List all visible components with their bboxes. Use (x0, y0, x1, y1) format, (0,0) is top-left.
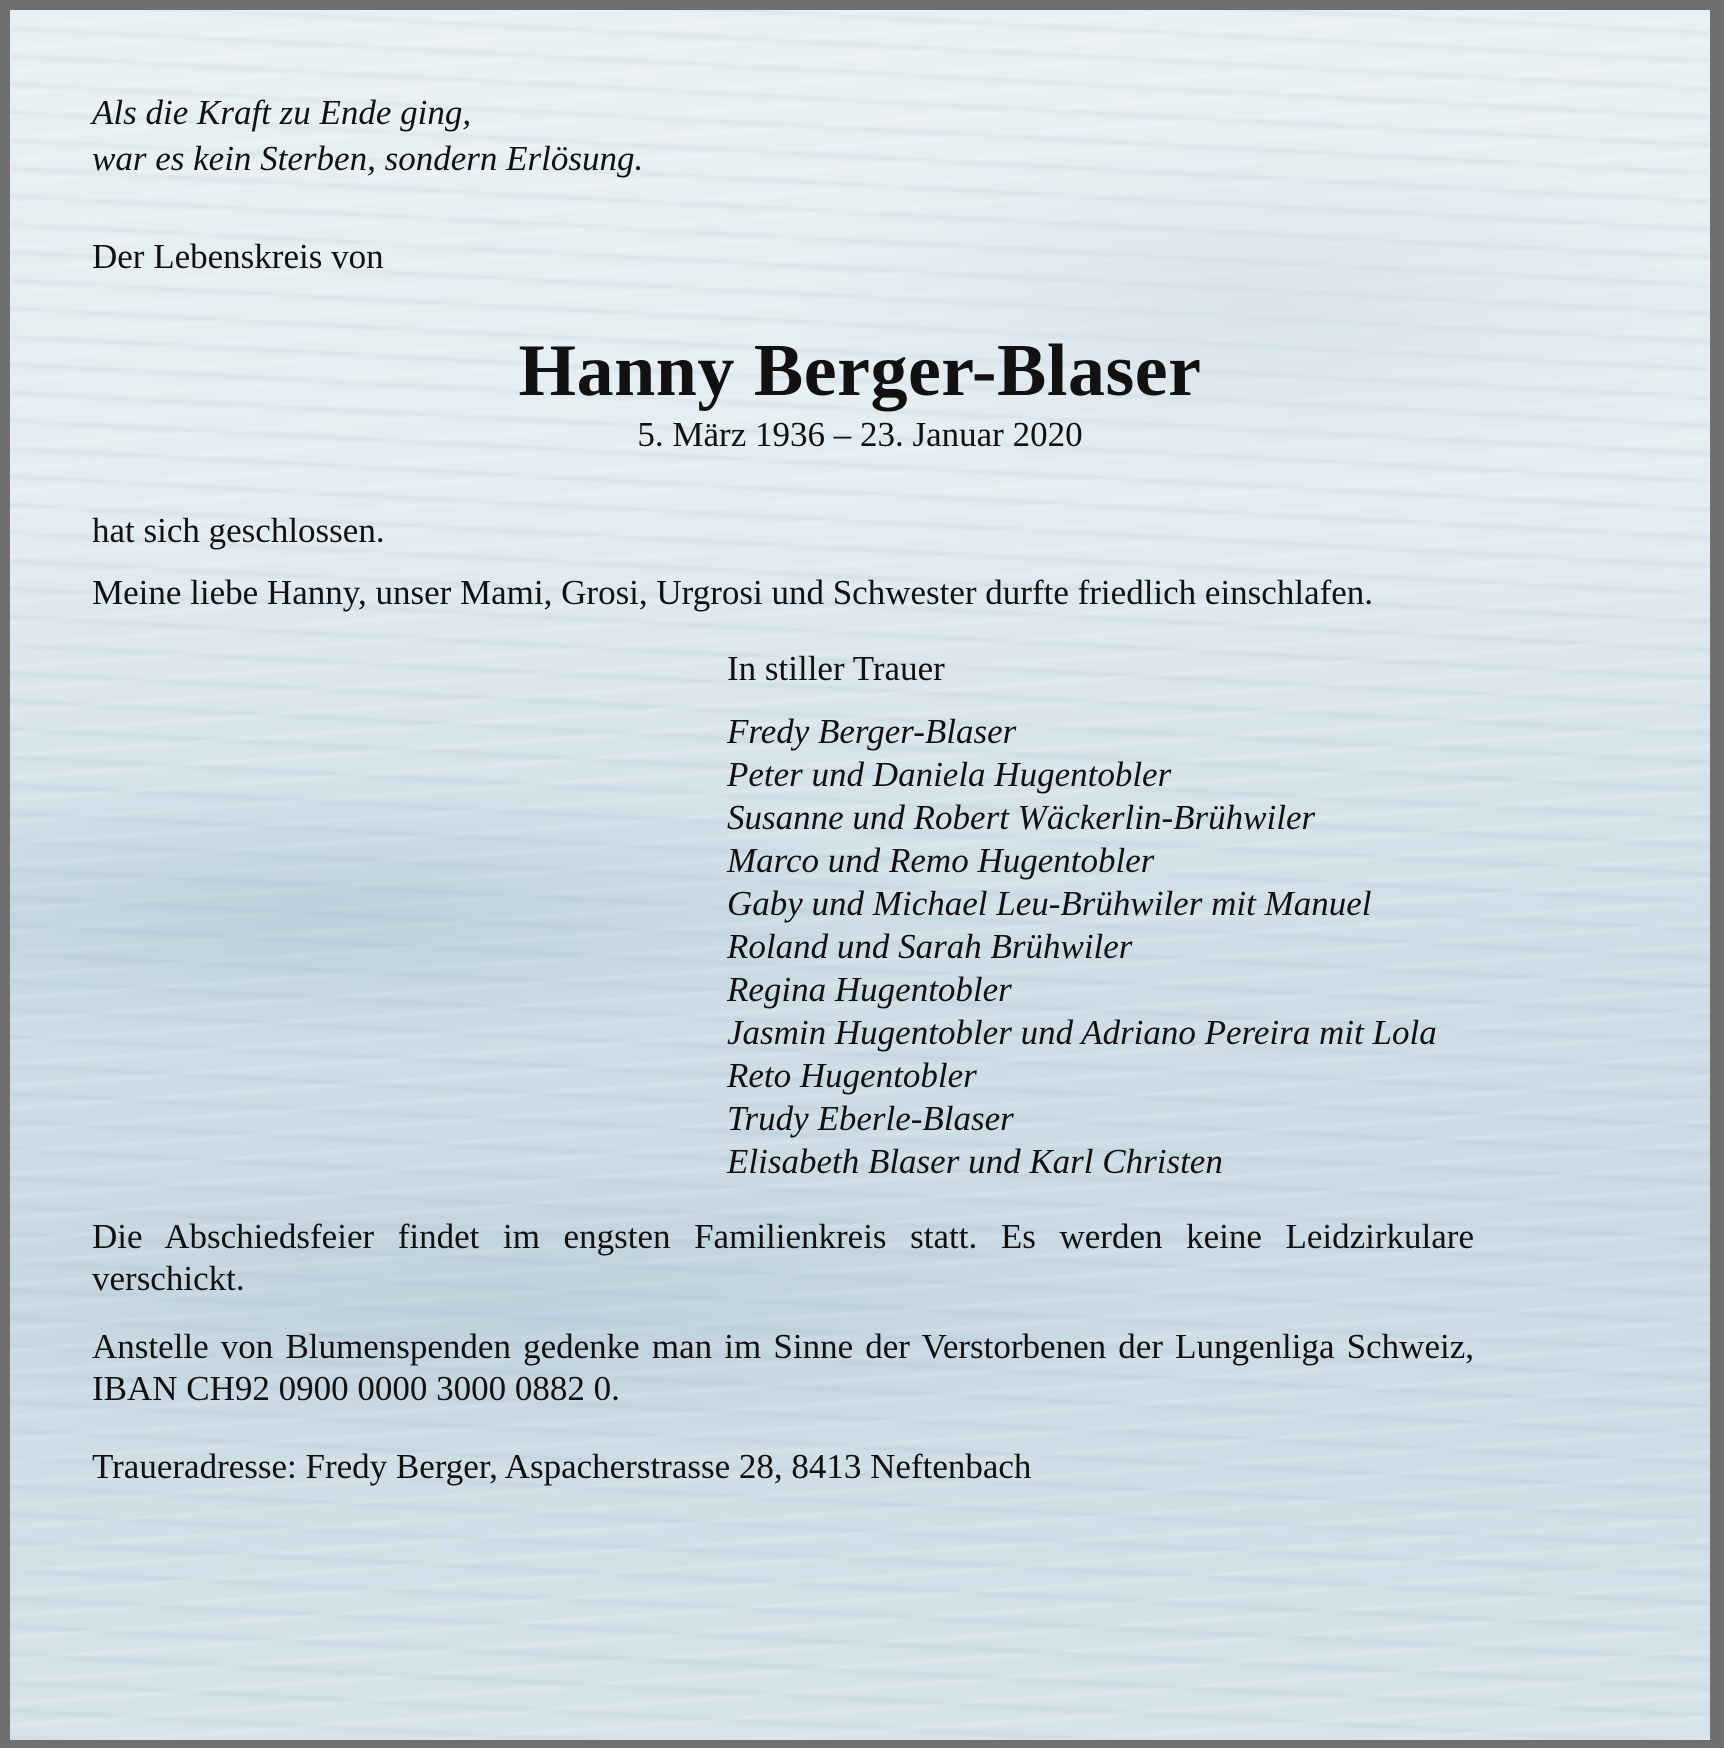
motto-line-1: Als die Kraft zu Ende ging, (92, 93, 472, 132)
closing-phrase: hat sich geschlossen. (92, 511, 385, 550)
obituary-notice (10, 10, 1710, 1740)
life-dates: 5. März 1936 – 23. Januar 2020 (637, 415, 1083, 454)
mourner-item: Jasmin Hugentobler und Adriano Pereira mit Lola (727, 1013, 1437, 1052)
motto-line-2: war es kein Sterben, sondern Erlösung. (92, 139, 644, 178)
mourner-item: Peter und Daniela Hugentobler (727, 755, 1172, 794)
deceased-name: Hanny Berger-Blaser (518, 330, 1202, 412)
motto (92, 90, 643, 182)
mourner-item: Elisabeth Blaser und Karl Christen (727, 1142, 1223, 1181)
mourner-item: Marco und Remo Hugentobler (727, 841, 1155, 880)
ceremony-note: Die Abschiedsfeier findet im engsten Familienkreis statt. Es werden keine Leidzirkulare verschickt. (92, 1217, 1474, 1298)
mourner-item: Roland und Sarah Brühwiler (727, 927, 1133, 966)
mourner-item: Gaby und Michael Leu-Brühwiler mit Manuel (727, 884, 1372, 923)
mourner-item: Trudy Eberle-Blaser (727, 1099, 1014, 1138)
intro-text: Der Lebenskreis von (92, 237, 384, 276)
mourner-item: Fredy Berger-Blaser (727, 712, 1017, 751)
mourner-item: Reto Hugentobler (727, 1056, 977, 1095)
donation-note: Anstelle von Blumenspenden gedenke man im Sinne der Verstorbenen der Lungenliga Schweiz, IBAN CH92 0900 0000 3000 0882 0. (92, 1327, 1474, 1408)
mourning-heading: In stiller Trauer (727, 649, 945, 688)
mourner-item: Susanne und Robert Wäckerlin-Brühwiler (727, 798, 1316, 837)
mourning-address: Traueradresse: Fredy Berger, Aspacherstrasse 28, 8413 Neftenbach (92, 1447, 1032, 1486)
family-message: Meine liebe Hanny, unser Mami, Grosi, Urgrosi und Schwester durfte friedlich einschlafen. (92, 573, 1374, 612)
mourner-item: Regina Hugentobler (727, 970, 1012, 1009)
mourners-list (727, 710, 1437, 1183)
